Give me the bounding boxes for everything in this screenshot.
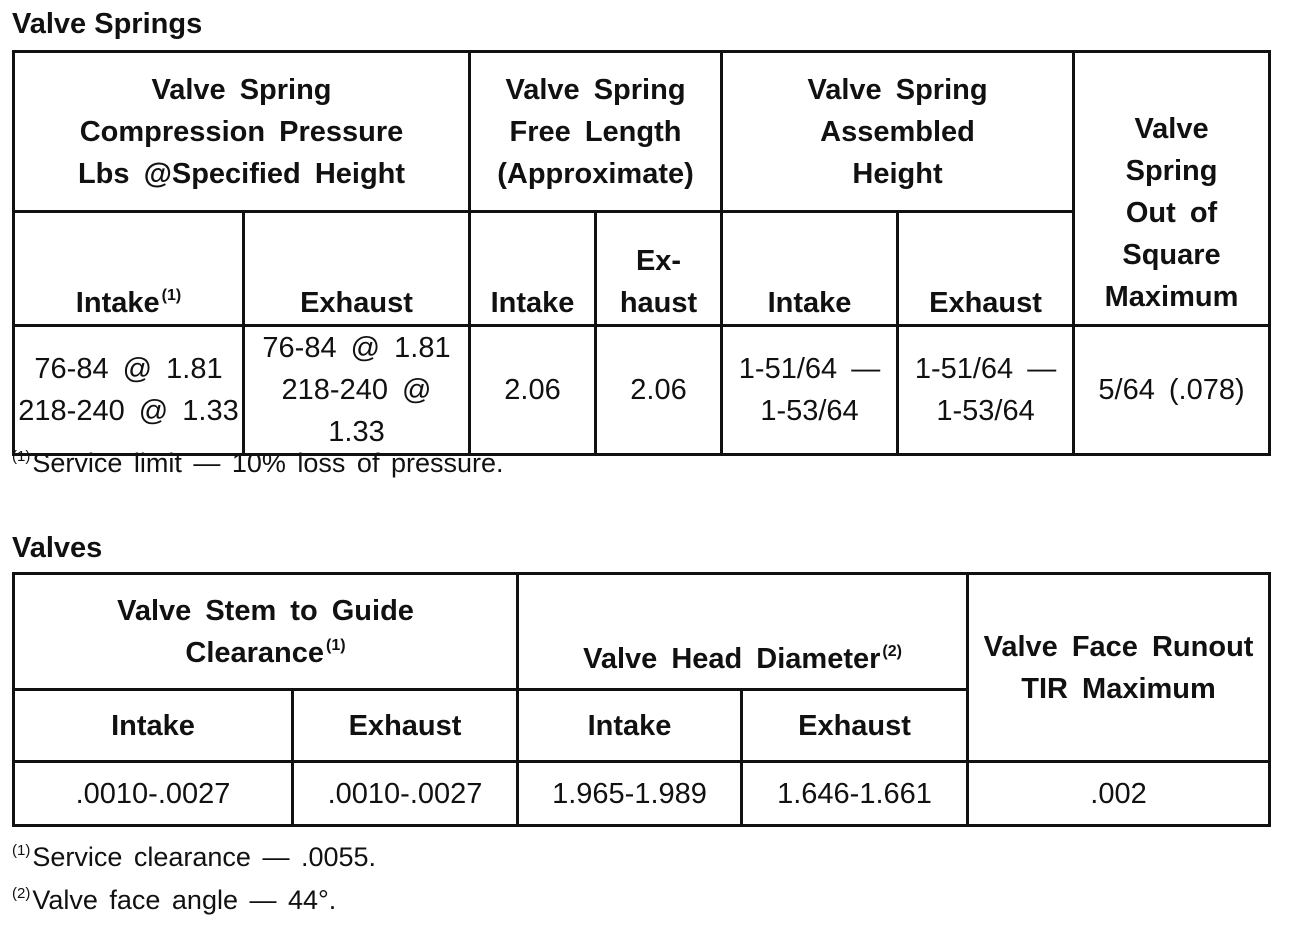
valves-footnote-1: $^{(1)}$Service clearance — .0055. bbox=[12, 842, 377, 872]
value-diameter-intake: 1.965-1.989 bbox=[518, 762, 742, 826]
header-out-of-square: Valve Spring Out of Square Maximum bbox=[1074, 52, 1270, 326]
subheader-free-exhaust: Ex- haust bbox=[596, 212, 722, 326]
valves-title: Valves bbox=[12, 532, 103, 564]
subheader-diameter-exhaust: Exhaust bbox=[742, 690, 968, 762]
value-pressure-intake: 76-84 @ 1.81 218-240 @ 1.33 bbox=[14, 326, 244, 455]
subheader-assembled-exhaust: Exhaust bbox=[898, 212, 1074, 326]
valves-footnote-2: $^{(2)}$Valve face angle — 44°. bbox=[12, 885, 337, 915]
value-face-runout: .002 bbox=[968, 762, 1270, 826]
footnote-marker: (2) bbox=[882, 643, 902, 660]
header-face-runout: Valve Face Runout TIR Maximum bbox=[968, 574, 1270, 762]
value-pressure-exhaust: 76-84 @ 1.81 218-240 @ 1.33 bbox=[244, 326, 470, 455]
subheader-free-intake: Intake bbox=[470, 212, 596, 326]
subheader-clearance-intake: Intake bbox=[14, 690, 293, 762]
subheader-pressure-intake: Intake $^{(1)}$ bbox=[14, 212, 244, 326]
valve-springs-table bbox=[12, 50, 1271, 456]
value-assembled-intake: 1-51/64 — 1-53/64 bbox=[722, 326, 898, 455]
subheader-diameter-intake: Intake bbox=[518, 690, 742, 762]
header-head-diameter: Valve Head Diameter $^{(2)}$ bbox=[518, 574, 968, 690]
header-compression-pressure: Valve Spring Compression Pressure Lbs @Specified Height bbox=[14, 52, 470, 212]
value-free-exhaust: 2.06 bbox=[596, 326, 722, 455]
value-out-of-square: 5/64 (.078) bbox=[1074, 326, 1270, 455]
value-clearance-intake: .0010-.0027 bbox=[14, 762, 293, 826]
subheader-assembled-intake: Intake bbox=[722, 212, 898, 326]
valve-springs-footnote-1: $^{(1)}$Service limit — 10% loss of pressure. bbox=[12, 448, 504, 478]
valves-table bbox=[12, 572, 1271, 827]
value-clearance-exhaust: .0010-.0027 bbox=[293, 762, 518, 826]
subheader-clearance-exhaust: Exhaust bbox=[293, 690, 518, 762]
subheader-pressure-exhaust: Exhaust bbox=[244, 212, 470, 326]
header-assembled-height: Valve Spring Assembled Height bbox=[722, 52, 1074, 212]
value-free-intake: 2.06 bbox=[470, 326, 596, 455]
valve-springs-title: Valve Springs bbox=[12, 8, 203, 40]
footnote-marker: (1) bbox=[161, 287, 182, 304]
value-assembled-exhaust: 1-51/64 — 1-53/64 bbox=[898, 326, 1074, 455]
header-stem-clearance: Valve Stem to Guide Clearance $^{(1)}$ bbox=[14, 574, 518, 690]
header-free-length: Valve Spring Free Length (Approximate) bbox=[470, 52, 722, 212]
value-diameter-exhaust: 1.646-1.661 bbox=[742, 762, 968, 826]
footnote-marker: (1) bbox=[326, 636, 346, 654]
